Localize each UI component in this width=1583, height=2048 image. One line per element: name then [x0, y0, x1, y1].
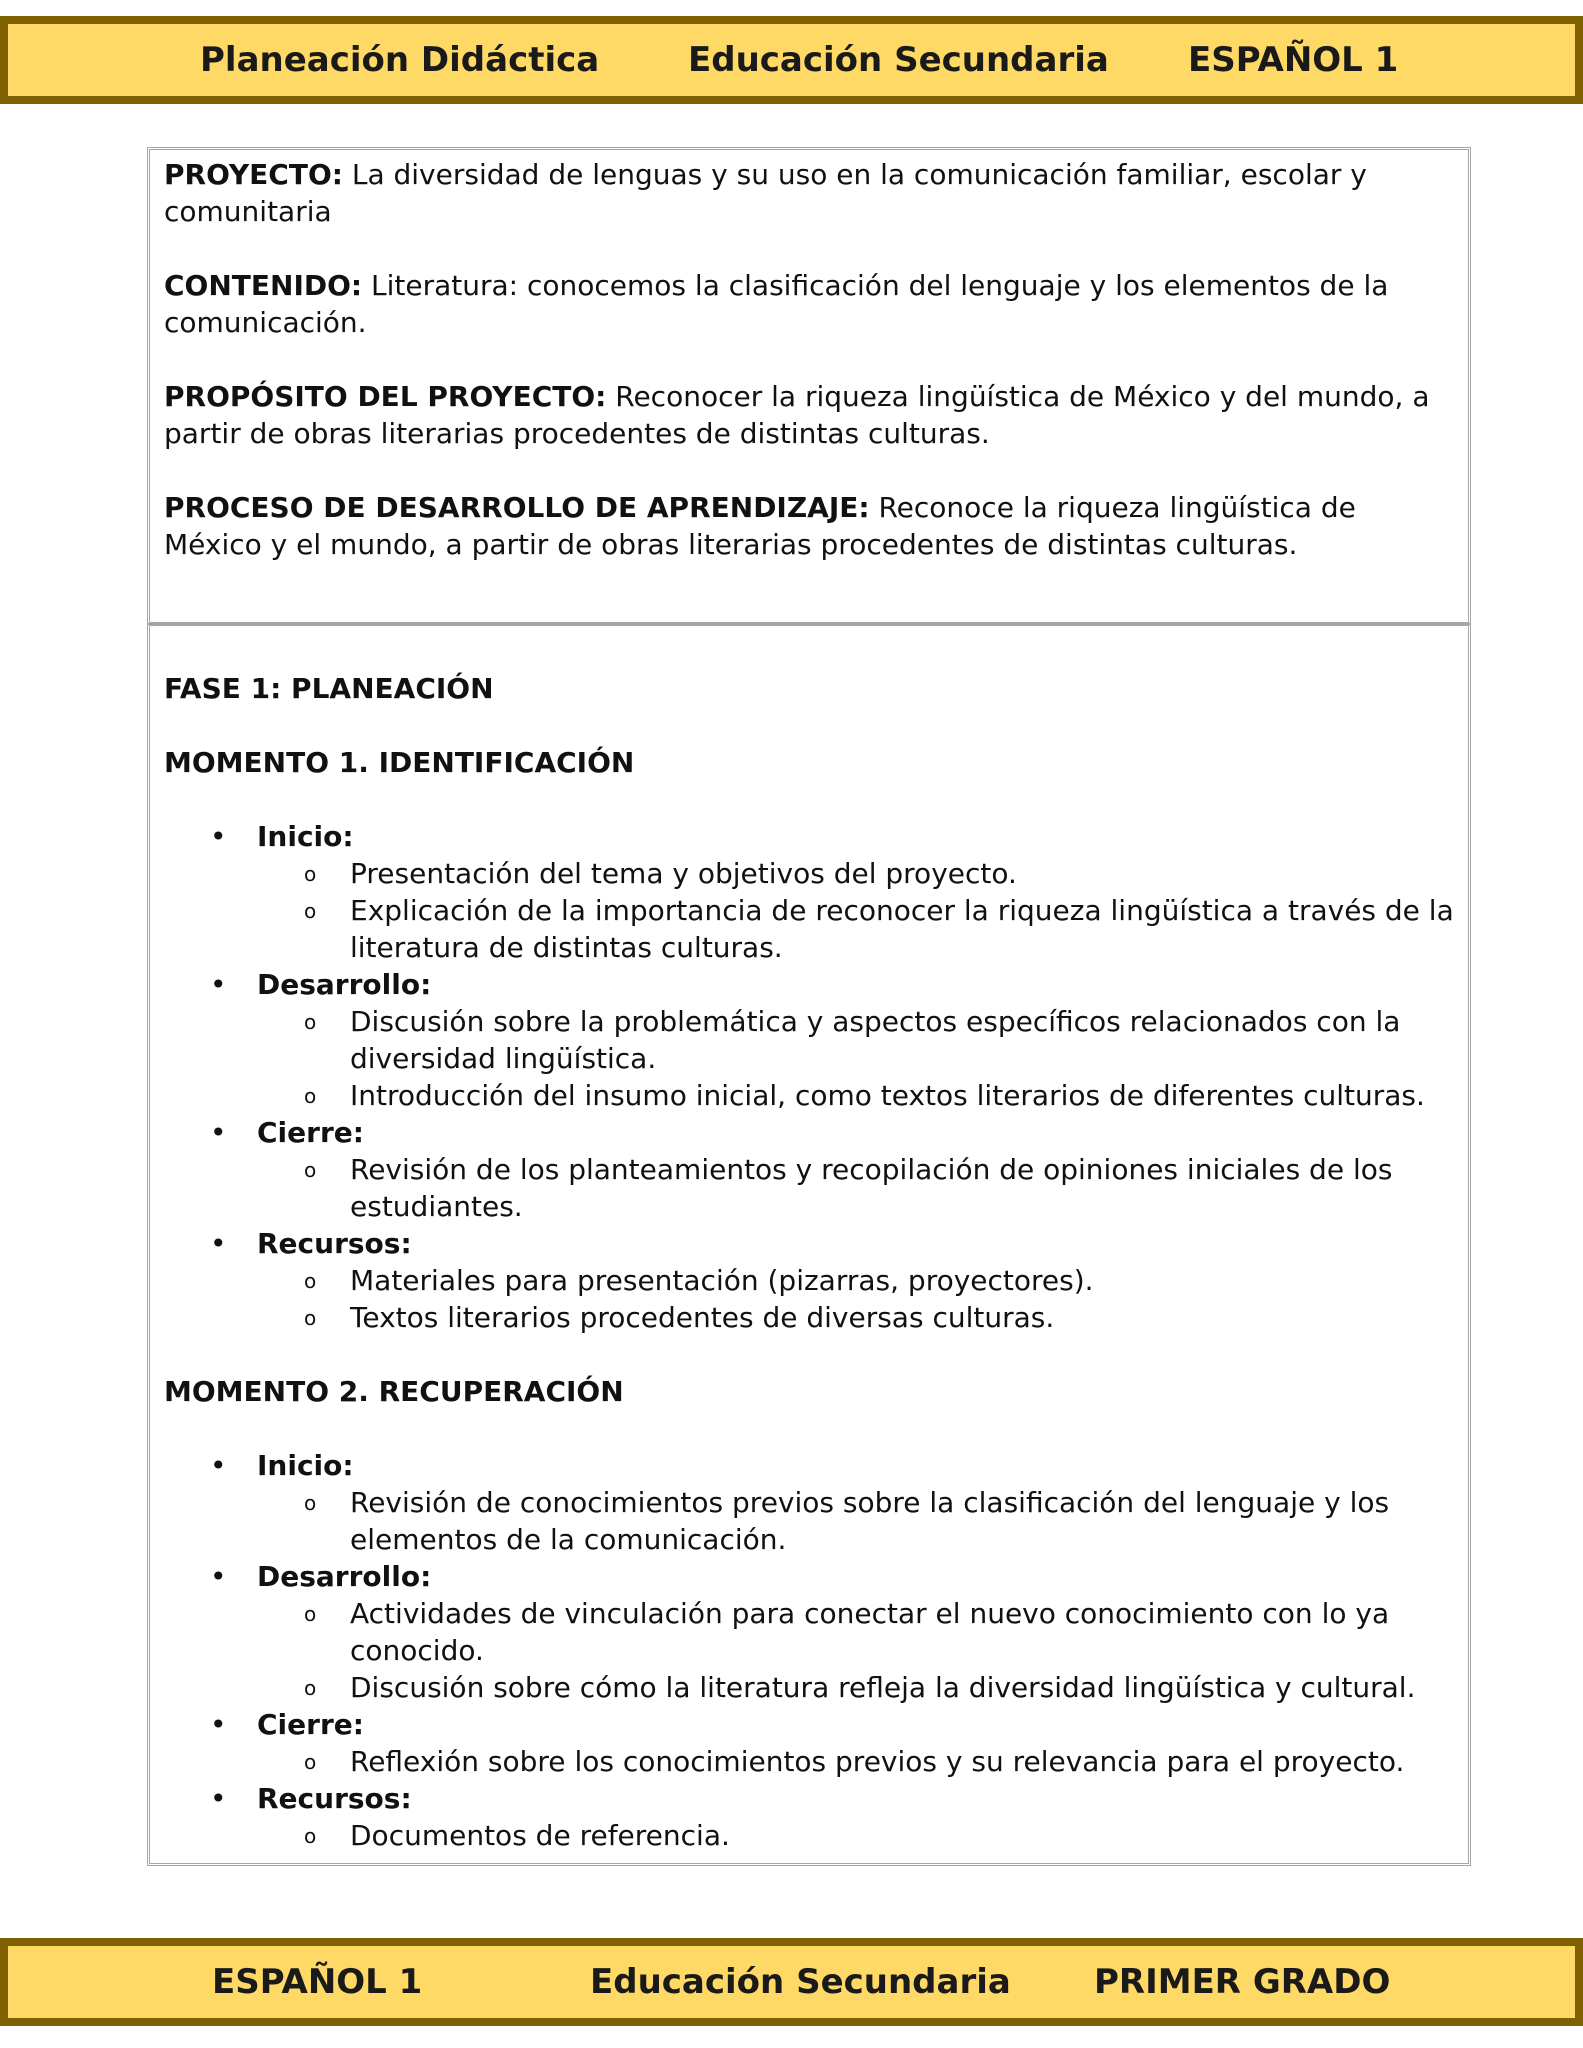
section-label: Recursos:	[257, 1782, 412, 1815]
sub-list	[257, 1817, 1454, 1854]
sub-list	[257, 1151, 1454, 1225]
section-label: Inicio:	[257, 1449, 354, 1482]
contenido-text: Literatura: conocemos la clasificación del lenguaje y los elementos de la comunicación.	[164, 269, 1389, 339]
footer-title-left: ESPAÑOL 1	[212, 1962, 423, 2002]
proyecto-label: PROYECTO:	[164, 158, 343, 191]
planning-panel	[147, 623, 1471, 1866]
momento1-list	[164, 818, 1454, 1336]
list-item	[257, 1817, 1454, 1854]
section-item	[164, 1558, 1454, 1706]
bullet-icon: •	[210, 820, 227, 853]
header-title-left: Planeación Didáctica	[200, 40, 600, 80]
list-item-text: Presentación del tema y objetivos del proyecto.	[350, 857, 1017, 890]
bullet-icon: •	[210, 1560, 227, 1593]
fase-title: FASE 1: PLANEACIÓN	[164, 672, 494, 705]
proyecto-text: La diversidad de lenguas y su uso en la comunicación familiar, escolar y comunitaria	[164, 158, 1367, 228]
list-item	[257, 1003, 1454, 1077]
list-item-text: Revisión de conocimientos previos sobre la clasificación del lenguaje y los elementos de la comunicación.	[350, 1486, 1390, 1556]
list-item-text: Introducción del insumo inicial, como textos literarios de diferentes culturas.	[350, 1079, 1425, 1112]
footer-title-center: Educación Secundaria	[590, 1962, 1011, 2002]
bullet-icon: •	[210, 1116, 227, 1149]
section-item	[164, 1706, 1454, 1780]
project-info-panel	[147, 147, 1471, 625]
circle-bullet-icon: o	[304, 1750, 317, 1774]
circle-bullet-icon: o	[304, 899, 317, 923]
contenido-paragraph	[164, 267, 1454, 341]
list-item-text: Actividades de vinculación para conectar el nuevo conocimiento con lo ya conocido.	[350, 1597, 1390, 1667]
list-item	[257, 1669, 1454, 1706]
list-item-text: Textos literarios procedentes de diversas culturas.	[350, 1301, 1055, 1334]
list-item	[257, 1484, 1454, 1558]
list-item	[257, 1743, 1454, 1780]
proceso-paragraph	[164, 489, 1454, 563]
sub-list	[257, 855, 1454, 966]
circle-bullet-icon: o	[304, 862, 317, 886]
header-title-right: ESPAÑOL 1	[1188, 40, 1399, 80]
list-item	[257, 1299, 1454, 1336]
contenido-label: CONTENIDO:	[164, 269, 363, 302]
circle-bullet-icon: o	[304, 1824, 317, 1848]
section-item	[164, 1225, 1454, 1336]
section-label: Desarrollo:	[257, 968, 432, 1001]
section-label: Desarrollo:	[257, 1560, 432, 1593]
bullet-icon: •	[210, 1449, 227, 1482]
list-item	[257, 1151, 1454, 1225]
proposito-text: Reconocer la riqueza lingüística de México y del mundo, a partir de obras literarias procedentes de distintas culturas.	[164, 380, 1430, 450]
bullet-icon: •	[210, 1782, 227, 1815]
section-label: Cierre:	[257, 1708, 364, 1741]
momento1-title: MOMENTO 1. IDENTIFICACIÓN	[164, 746, 635, 779]
list-item-text: Revisión de los planteamientos y recopilación de opiniones iniciales de los estudiantes.	[350, 1153, 1393, 1223]
list-item	[257, 1077, 1454, 1114]
circle-bullet-icon: o	[304, 1158, 317, 1182]
list-item-text: Documentos de referencia.	[350, 1819, 730, 1852]
list-item-text: Reflexión sobre los conocimientos previos y su relevancia para el proyecto.	[350, 1745, 1405, 1778]
section-item	[164, 1780, 1454, 1854]
momento2-title: MOMENTO 2. RECUPERACIÓN	[164, 1375, 624, 1408]
list-item	[257, 1595, 1454, 1669]
list-item-text: Discusión sobre la problemática y aspectos específicos relacionados con la diversidad lingüística.	[350, 1005, 1401, 1075]
proceso-text: Reconoce la riqueza lingüística de México y el mundo, a partir de obras literarias procedentes de distintas culturas.	[164, 491, 1356, 561]
circle-bullet-icon: o	[304, 1010, 317, 1034]
section-label: Cierre:	[257, 1116, 364, 1149]
proceso-label: PROCESO DE DESARROLLO DE APRENDIZAJE:	[164, 491, 870, 524]
section-label: Recursos:	[257, 1227, 412, 1260]
circle-bullet-icon: o	[304, 1084, 317, 1108]
sub-list	[257, 1262, 1454, 1336]
list-item	[257, 1262, 1454, 1299]
bullet-icon: •	[210, 1227, 227, 1260]
section-item	[164, 1114, 1454, 1225]
proposito-paragraph	[164, 378, 1454, 452]
circle-bullet-icon: o	[304, 1602, 317, 1626]
footer-title-right: PRIMER GRADO	[1094, 1962, 1391, 2002]
sub-list	[257, 1003, 1454, 1114]
section-item	[164, 1447, 1454, 1558]
circle-bullet-icon: o	[304, 1676, 317, 1700]
bullet-icon: •	[210, 968, 227, 1001]
sub-list	[257, 1743, 1454, 1780]
momento2-list	[164, 1447, 1454, 1854]
proyecto-paragraph	[164, 156, 1454, 230]
sub-list	[257, 1595, 1454, 1706]
list-item	[257, 892, 1454, 966]
footer-banner	[0, 1938, 1583, 2026]
section-item	[164, 966, 1454, 1114]
proposito-label: PROPÓSITO DEL PROYECTO:	[164, 380, 607, 413]
circle-bullet-icon: o	[304, 1491, 317, 1515]
circle-bullet-icon: o	[304, 1306, 317, 1330]
header-banner	[0, 16, 1583, 104]
section-item	[164, 818, 1454, 966]
list-item-text: Explicación de la importancia de reconocer la riqueza lingüística a través de la literatura de distintas culturas.	[350, 894, 1454, 964]
circle-bullet-icon: o	[304, 1269, 317, 1293]
list-item	[257, 855, 1454, 892]
list-item-text: Materiales para presentación (pizarras, proyectores).	[350, 1264, 1094, 1297]
sub-list	[257, 1484, 1454, 1558]
header-title-center: Educación Secundaria	[688, 40, 1109, 80]
section-label: Inicio:	[257, 820, 354, 853]
list-item-text: Discusión sobre cómo la literatura refleja la diversidad lingüística y cultural.	[350, 1671, 1416, 1704]
bullet-icon: •	[210, 1708, 227, 1741]
